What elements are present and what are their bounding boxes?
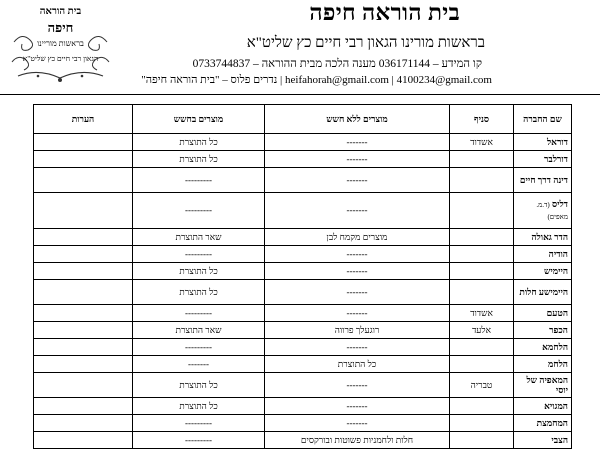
table-row: [34, 373, 572, 398]
branch-cell: אשדוד: [450, 134, 514, 151]
notes-cell: [34, 356, 133, 373]
col-header-risk: מוצרים בחשש: [133, 105, 265, 134]
ok-cell: מוצרים מקמח לבן: [265, 229, 450, 246]
risk-cell: ---------: [133, 246, 265, 263]
notes-cell: [34, 134, 133, 151]
branch-cell: [450, 168, 514, 193]
logo-line-1: בית הוראה: [39, 6, 82, 17]
page-subtitle: בראשות מורינו הגאון רבי חיים כץ שליט"א: [246, 35, 485, 51]
logo: [8, 2, 113, 94]
risk-cell: -------: [133, 356, 265, 373]
ok-cell: -------: [265, 373, 450, 398]
branch-cell: אלעד: [450, 322, 514, 339]
company-name: הכפר: [514, 322, 572, 339]
table-row: [34, 305, 572, 322]
company-name: הלחמא: [514, 339, 572, 356]
notes-cell: [34, 339, 133, 356]
branch-cell: טבריה: [450, 373, 514, 398]
risk-cell: כל התוצרת: [133, 373, 265, 398]
risk-cell: ---------: [133, 339, 265, 356]
ok-cell: -------: [265, 398, 450, 415]
notes-cell: [34, 432, 133, 449]
branch-cell: אשדוד: [450, 305, 514, 322]
risk-cell: ---------: [133, 168, 265, 193]
notes-cell: [34, 151, 133, 168]
risk-cell: ---------: [133, 193, 265, 229]
branch-cell: [450, 398, 514, 415]
ok-cell: -------: [265, 415, 450, 432]
notes-cell: [34, 263, 133, 280]
table-row: [34, 151, 572, 168]
risk-cell: שאר התוצרת: [133, 322, 265, 339]
table-row: [34, 398, 572, 415]
kashrut-table: [33, 104, 572, 449]
company-name: הלחמ: [514, 356, 572, 373]
company-name-text: דליס: [551, 199, 568, 209]
ok-cell: -------: [265, 151, 450, 168]
col-header-company: שם החברה: [514, 105, 572, 134]
ok-cell: כל התוצרת: [265, 356, 450, 373]
ok-cell: -------: [265, 134, 450, 151]
table-row: [34, 263, 572, 280]
table-row: [34, 168, 572, 193]
notes-cell: [34, 415, 133, 432]
risk-cell: כל התוצרת: [133, 398, 265, 415]
risk-cell: ---------: [133, 415, 265, 432]
table-row: [34, 280, 572, 305]
table-header-row: [34, 105, 572, 134]
risk-cell: כל התוצרת: [133, 151, 265, 168]
risk-cell: כל התוצרת: [133, 263, 265, 280]
risk-cell: ---------: [133, 432, 265, 449]
risk-cell: שאר התוצרת: [133, 229, 265, 246]
company-name: היימישע חלות: [514, 280, 572, 305]
risk-cell: כל התוצרת: [133, 134, 265, 151]
page-title: בית הוראה חיפה: [309, 0, 460, 25]
contact-info: קו המידע – 036171144 מענה הלכה מבית ההוראה – 0733744837: [192, 58, 482, 70]
branch-cell: [450, 263, 514, 280]
branch-cell: [450, 415, 514, 432]
notes-cell: [34, 305, 133, 322]
ok-cell: -------: [265, 246, 450, 263]
table-row: [34, 339, 572, 356]
branch-cell: [450, 356, 514, 373]
branch-cell: [450, 193, 514, 229]
company-name: הטעם: [514, 305, 572, 322]
company-name: הודיה: [514, 246, 572, 263]
ok-cell: חלות ולחמניות פשוטות ובורקסים: [265, 432, 450, 449]
company-name-note: (ד.מ. מאפים): [536, 201, 568, 221]
col-header-ok: מוצרים ללא חשש: [265, 105, 450, 134]
ok-cell: -------: [265, 193, 450, 229]
branch-cell: [450, 339, 514, 356]
logo-line-3: בראשות מוריינו: [37, 39, 84, 48]
table-row: [34, 356, 572, 373]
notes-cell: [34, 398, 133, 415]
col-header-notes: הערות: [34, 105, 133, 134]
notes-cell: [34, 373, 133, 398]
ok-cell: -------: [265, 168, 450, 193]
notes-cell: [34, 246, 133, 263]
notes-cell: [34, 193, 133, 229]
ok-cell: -------: [265, 305, 450, 322]
table-row: [34, 134, 572, 151]
branch-cell: [450, 280, 514, 305]
company-name: היימיש: [514, 263, 572, 280]
table-row: [34, 322, 572, 339]
ok-cell: רוגעלך פרווה: [265, 322, 450, 339]
company-name: המחמצת: [514, 415, 572, 432]
company-name: דורלבר: [514, 151, 572, 168]
risk-cell: כל התוצרת: [133, 280, 265, 305]
table-row: [34, 246, 572, 263]
header-divider: [0, 94, 600, 95]
table-row: [34, 193, 572, 229]
company-name: דינה דרך חיים: [514, 168, 572, 193]
col-header-branch: סניף: [450, 105, 514, 134]
email-info: heifahorah@gmail.com | 4100234@gmail.com | נדרים פלוס – "בית הוראה חיפה": [141, 74, 492, 86]
company-name: הדר גאולה: [514, 229, 572, 246]
table-row: [34, 229, 572, 246]
company-name: הצבי: [514, 432, 572, 449]
logo-line-4: הגאון רבי חיים כץ שליט"א: [22, 54, 99, 63]
ok-cell: -------: [265, 263, 450, 280]
branch-cell: [450, 229, 514, 246]
company-name: [514, 193, 572, 229]
company-name: המגויא: [514, 398, 572, 415]
notes-cell: [34, 322, 133, 339]
notes-cell: [34, 280, 133, 305]
notes-cell: [34, 229, 133, 246]
company-name: דוראל: [514, 134, 572, 151]
branch-cell: [450, 246, 514, 263]
table-row: [34, 415, 572, 432]
branch-cell: [450, 151, 514, 168]
branch-cell: [450, 432, 514, 449]
company-name: המאפיה של יוסי: [514, 373, 572, 398]
notes-cell: [34, 168, 133, 193]
ok-cell: -------: [265, 339, 450, 356]
logo-line-2: חיפה: [47, 20, 74, 35]
table-row: [34, 432, 572, 449]
risk-cell: ---------: [133, 305, 265, 322]
ok-cell: -------: [265, 280, 450, 305]
